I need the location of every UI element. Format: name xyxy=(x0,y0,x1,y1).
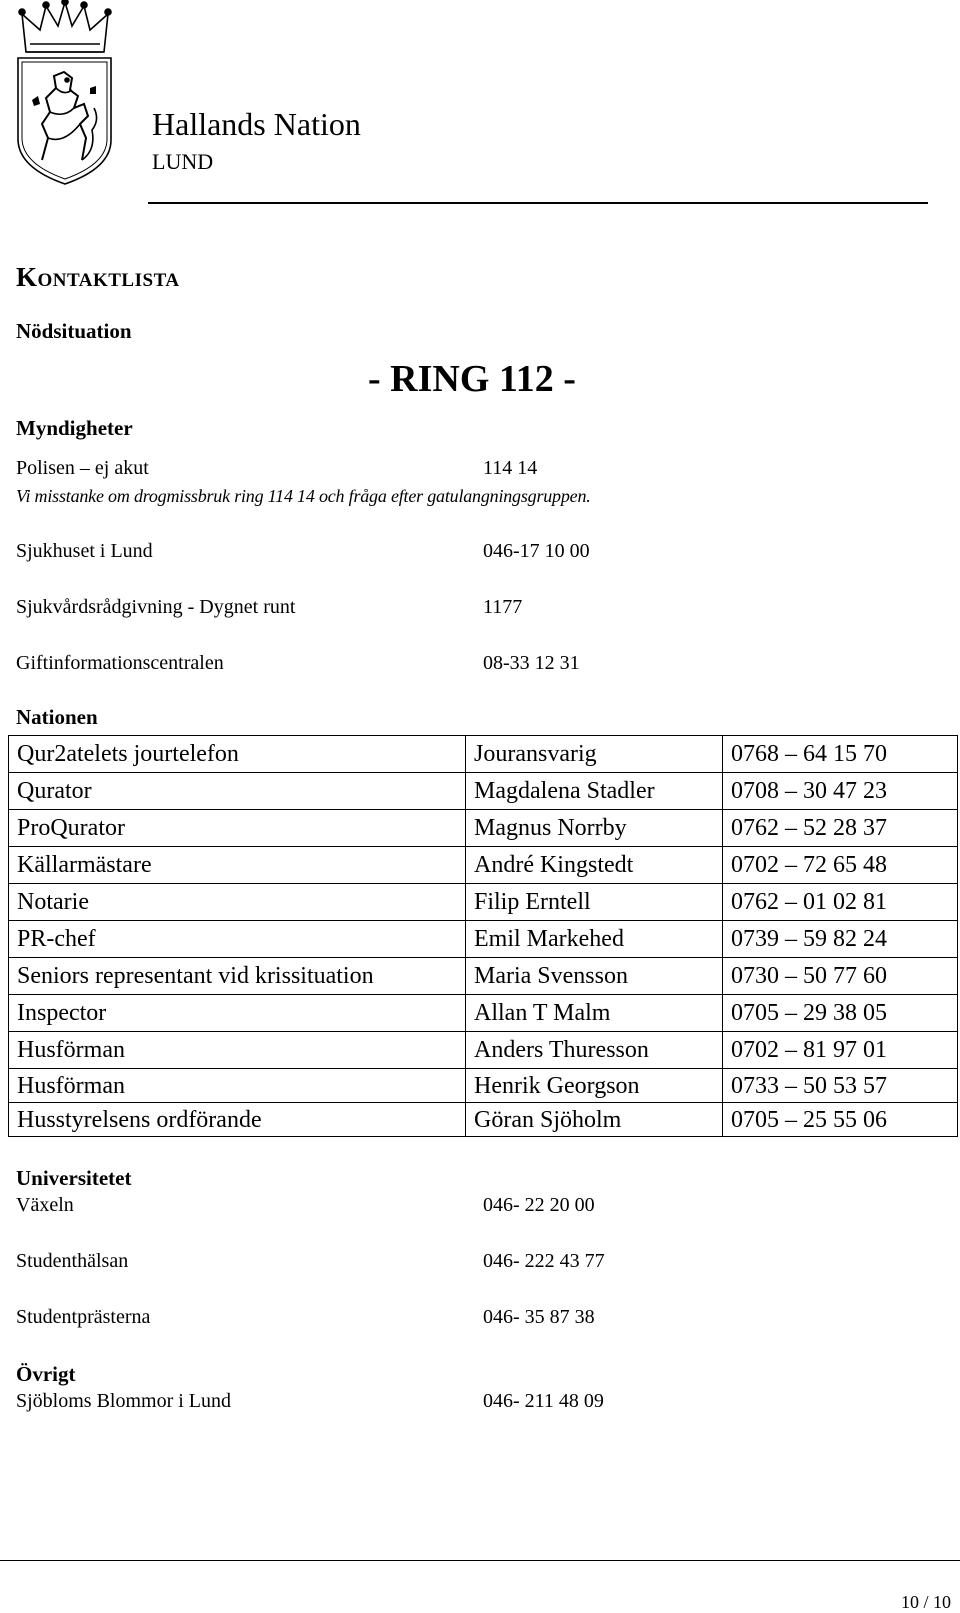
nation-heading: Nationen xyxy=(16,705,98,729)
contact-role: Husstyrelsens ordförande xyxy=(9,1103,466,1137)
contact-name: Maria Svensson xyxy=(466,958,723,995)
contact-role: ProQurator xyxy=(9,810,466,847)
table-row xyxy=(9,1069,958,1103)
police-label: Polisen – ej akut xyxy=(16,457,149,479)
table-row xyxy=(9,1032,958,1069)
hospital-number: 046-17 10 00 xyxy=(483,540,590,562)
contact-phone: 0705 – 25 55 06 xyxy=(723,1103,958,1137)
emergency-call-text: - RING 112 - xyxy=(368,358,576,400)
contact-phone: 0762 – 52 28 37 xyxy=(723,810,958,847)
switchboard-label: Växeln xyxy=(16,1194,74,1216)
university-heading: Universitetet xyxy=(16,1166,132,1190)
nation-crest-logo xyxy=(12,0,117,188)
poison-center-label: Giftinformationscentralen xyxy=(16,652,224,674)
contact-phone: 0739 – 59 82 24 xyxy=(723,921,958,958)
table-row xyxy=(9,847,958,884)
student-chaplains-label: Studentprästerna xyxy=(16,1306,151,1328)
page-number: 10 / 10 xyxy=(900,1592,951,1612)
contact-phone: 0702 – 81 97 01 xyxy=(723,1032,958,1069)
student-health-number: 046- 222 43 77 xyxy=(483,1250,605,1272)
page-title: Kontaktlista xyxy=(16,262,180,292)
table-row xyxy=(9,958,958,995)
table-row xyxy=(9,1103,958,1137)
student-chaplains-number: 046- 35 87 38 xyxy=(483,1306,595,1328)
contact-phone: 0733 – 50 53 57 xyxy=(723,1069,958,1103)
contact-phone: 0730 – 50 77 60 xyxy=(723,958,958,995)
organization-name: Hallands Nation xyxy=(152,106,361,142)
contact-name: Magdalena Stadler xyxy=(466,773,723,810)
table-row xyxy=(9,884,958,921)
header-divider xyxy=(148,202,928,204)
table-row xyxy=(9,810,958,847)
contact-role: Husförman xyxy=(9,1069,466,1103)
table-row xyxy=(9,773,958,810)
table-row xyxy=(9,995,958,1032)
contact-role: Inspector xyxy=(9,995,466,1032)
contact-name: Jouransvarig xyxy=(466,736,723,773)
contact-phone: 0705 – 29 38 05 xyxy=(723,995,958,1032)
contact-name: Filip Erntell xyxy=(466,884,723,921)
contact-role: Notarie xyxy=(9,884,466,921)
contact-role: Qurator xyxy=(9,773,466,810)
police-note: Vi misstanke om drogmissbruk ring 114 14 och fråga efter gatulangningsgruppen. xyxy=(16,486,591,506)
contact-role: PR-chef xyxy=(9,921,466,958)
footer-divider xyxy=(0,1560,960,1561)
contact-name: Emil Markehed xyxy=(466,921,723,958)
contact-name: Anders Thuresson xyxy=(466,1032,723,1069)
contact-name: Allan T Malm xyxy=(466,995,723,1032)
emergency-heading: Nödsituation xyxy=(16,319,132,343)
contact-phone: 0762 – 01 02 81 xyxy=(723,884,958,921)
hospital-label: Sjukhuset i Lund xyxy=(16,540,153,562)
table-row xyxy=(9,736,958,773)
authorities-heading: Myndigheter xyxy=(16,416,133,440)
contact-phone: 0702 – 72 65 48 xyxy=(723,847,958,884)
poison-center-number: 08-33 12 31 xyxy=(483,652,580,674)
contact-phone: 0708 – 30 47 23 xyxy=(723,773,958,810)
student-health-label: Studenthälsan xyxy=(16,1250,129,1272)
contact-role: Källarmästare xyxy=(9,847,466,884)
table-row xyxy=(9,921,958,958)
police-number: 114 14 xyxy=(483,457,538,479)
advice-label: Sjukvårdsrådgivning - Dygnet runt xyxy=(16,596,296,618)
contact-name: Göran Sjöholm xyxy=(466,1103,723,1137)
contact-phone: 0768 – 64 15 70 xyxy=(723,736,958,773)
florist-number: 046- 211 48 09 xyxy=(483,1390,604,1412)
contact-role: Seniors representant vid krissituation xyxy=(9,958,466,995)
other-heading: Övrigt xyxy=(16,1362,76,1386)
nation-contact-table xyxy=(8,735,958,1137)
organization-city: LUND xyxy=(152,149,214,174)
contact-role: Husförman xyxy=(9,1032,466,1069)
contact-name: Magnus Norrby xyxy=(466,810,723,847)
contact-name: André Kingstedt xyxy=(466,847,723,884)
contact-name: Henrik Georgson xyxy=(466,1069,723,1103)
contact-role: Qur2atelets jourtelefon xyxy=(9,736,466,773)
florist-label: Sjöbloms Blommor i Lund xyxy=(16,1390,232,1412)
advice-number: 1177 xyxy=(483,596,523,618)
switchboard-number: 046- 22 20 00 xyxy=(483,1194,595,1216)
